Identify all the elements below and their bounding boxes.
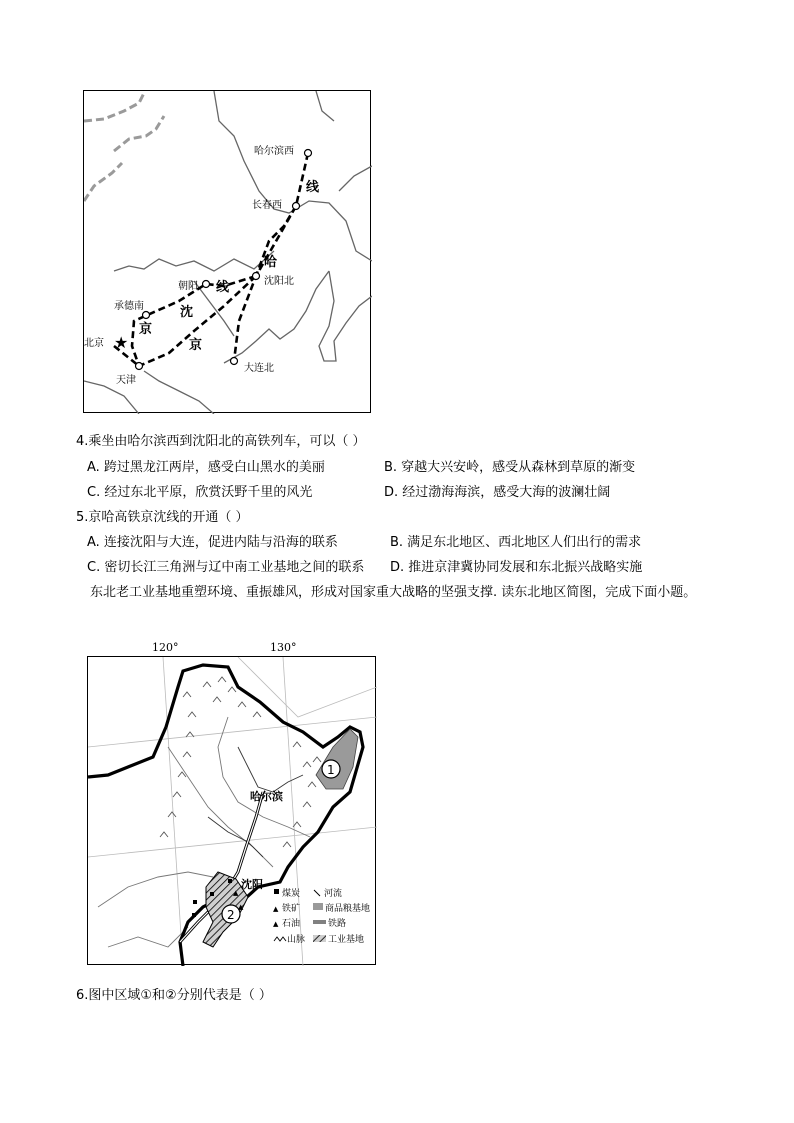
station-harbin-west: 哈尔滨西 — [254, 146, 294, 157]
capital-star-icon: ★ — [114, 333, 129, 352]
svg-text:线: 线 — [216, 280, 230, 295]
station-tianjin: 天津 — [116, 375, 136, 386]
svg-text:铁路: 铁路 — [328, 919, 347, 929]
station-chaoyang: 朝阳 — [178, 281, 198, 292]
oil-marker: ▲ — [238, 903, 244, 911]
map-legend — [273, 887, 370, 945]
rail-map-svg — [84, 91, 372, 414]
svg-text:煤炭: 煤炭 — [282, 889, 301, 899]
grain-legend-icon — [313, 903, 323, 910]
svg-text:工业基地: 工业基地 — [328, 935, 365, 945]
station-shenyang-north: 沈阳北 — [264, 276, 294, 287]
region-1-label: 1 — [327, 763, 335, 777]
longitude-label-130: 130° — [270, 641, 297, 654]
city-harbin: 哈尔滨 — [250, 790, 283, 803]
oil-legend-icon: ▲ — [273, 920, 279, 928]
longitude-label-120: 120° — [152, 641, 179, 654]
svg-text:京: 京 — [189, 338, 203, 353]
svg-text:河流: 河流 — [324, 889, 343, 899]
station-changchun-west: 长春西 — [252, 200, 282, 211]
northeast-map-svg — [88, 657, 377, 966]
question-6-stem: 6.图中区域①和②分别代表是（ ） — [76, 988, 272, 1003]
svg-text:京: 京 — [139, 322, 153, 337]
question-5-option-c[interactable]: C. 密切长江三角洲与辽中南工业基地之间的联系 — [87, 560, 365, 575]
question-4-option-c[interactable]: C. 经过东北平原，欣赏沃野千里的风光 — [87, 485, 313, 500]
svg-text:沈: 沈 — [180, 305, 194, 320]
industry-legend-icon — [313, 935, 326, 942]
border-lines — [84, 93, 164, 201]
svg-text:哈: 哈 — [264, 255, 278, 270]
iron-legend-icon: ▲ — [273, 905, 279, 913]
question-4-option-a[interactable]: A. 跨过黑龙江两岸，感受白山黑水的美丽 — [87, 460, 325, 475]
region-2-label: 2 — [227, 908, 235, 922]
svg-text:石油: 石油 — [282, 919, 301, 929]
mountain-legend-icon — [274, 937, 286, 941]
question-5-stem: 5.京哈高铁京沈线的开通（ ） — [76, 510, 249, 525]
coal-legend-icon — [274, 889, 279, 894]
svg-text:铁矿: 铁矿 — [282, 904, 301, 914]
rail-map — [83, 90, 371, 413]
station-beijing: 北京 — [84, 338, 104, 349]
northeast-map — [87, 656, 376, 965]
svg-text:商品粮基地: 商品粮基地 — [325, 904, 371, 914]
city-shenyang: 沈阳 — [241, 878, 263, 891]
question-5-option-b[interactable]: B. 满足东北地区、西北地区人们出行的需求 — [390, 535, 642, 550]
river-legend-icon — [314, 890, 320, 896]
station-chengde-south: 承德南 — [114, 301, 144, 312]
iron-marker: ▲ — [233, 889, 239, 897]
question-5-option-a[interactable]: A. 连接沈阳与大连，促进内陆与沿海的联系 — [87, 535, 338, 550]
station-dalian-north: 大连北 — [244, 363, 274, 374]
svg-text:山脉: 山脉 — [287, 935, 306, 945]
passage-intro: 东北老工业基地重塑环境、重振雄风，形成对国家重大战略的坚强支撑. 读东北地区简图，完成下面小题。 — [90, 585, 697, 600]
question-4-stem: 4.乘坐由哈尔滨西到沈阳北的高铁列车，可以（ ） — [76, 434, 366, 449]
question-4-option-d[interactable]: D. 经过渤海海滨，感受大海的波澜壮阔 — [384, 485, 611, 500]
question-5-option-d[interactable]: D. 推进京津冀协同发展和东北振兴战略实施 — [390, 560, 643, 575]
svg-text:线: 线 — [306, 180, 320, 195]
question-4-option-b[interactable]: B. 穿越大兴安岭，感受从森林到草原的渐变 — [384, 460, 636, 475]
